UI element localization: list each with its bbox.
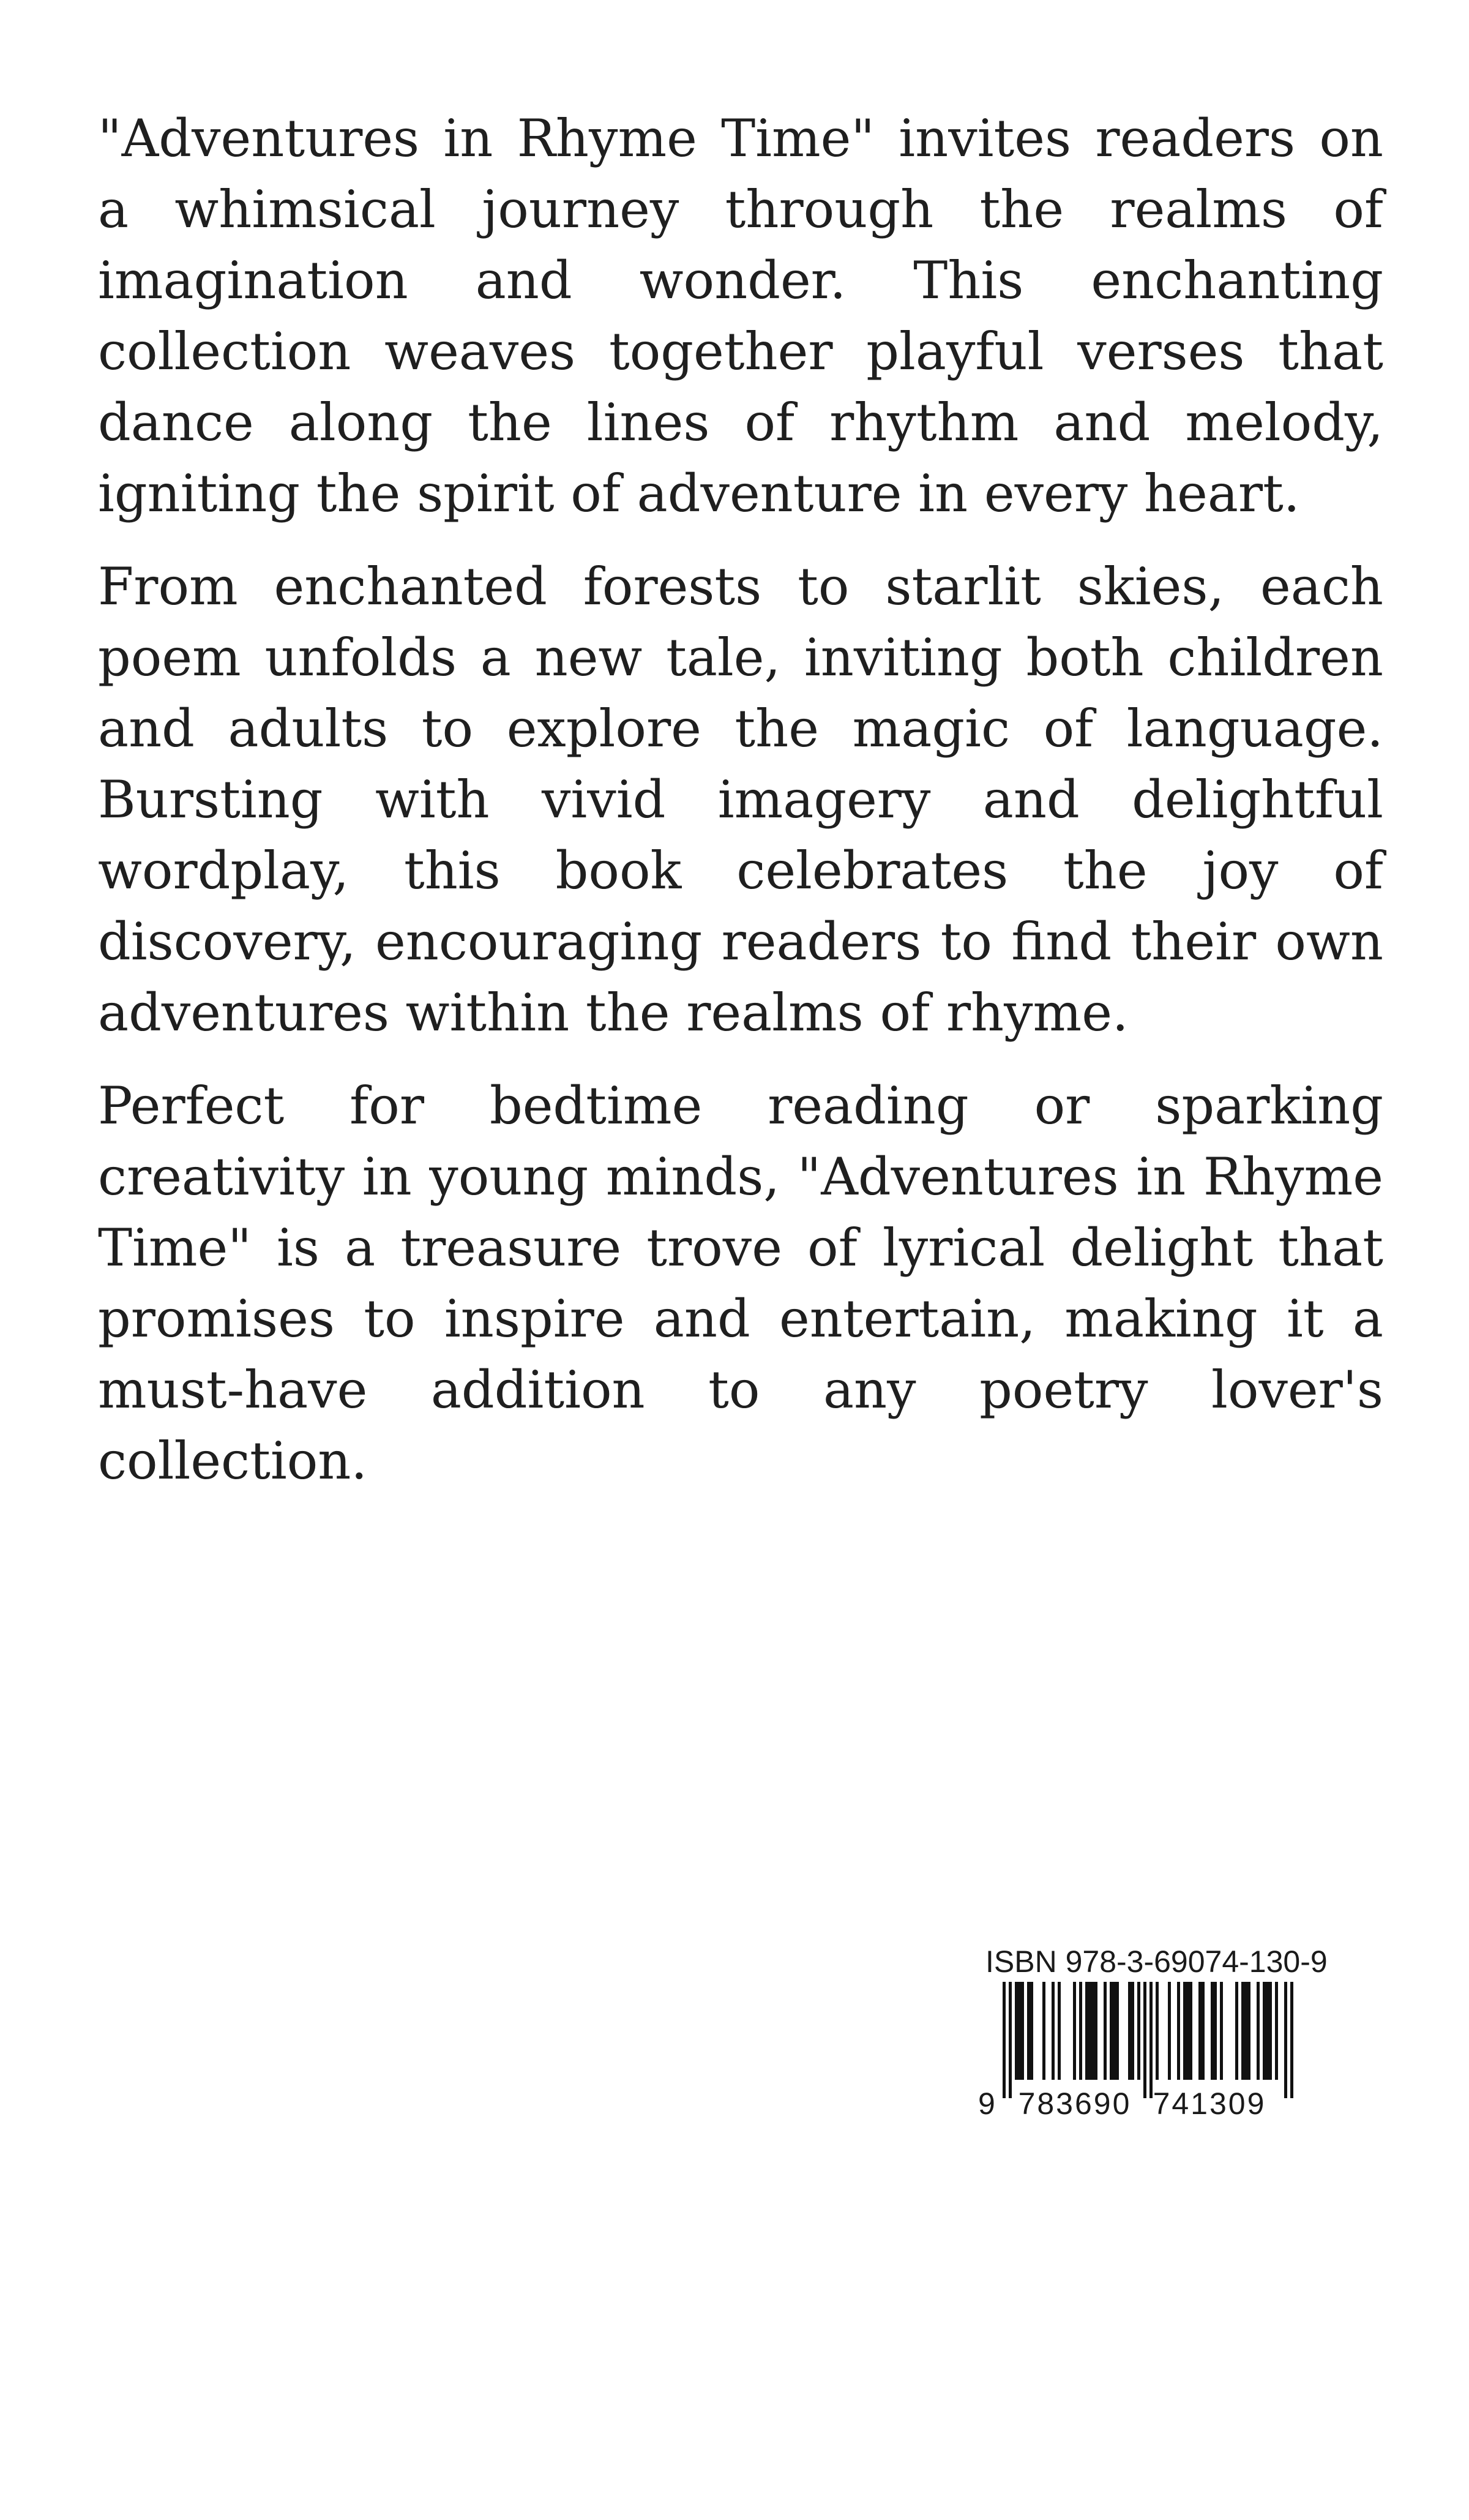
isbn-label: ISBN 978-3-69074-130-9: [985, 1944, 1328, 1979]
barcode-bar-8: [1052, 1982, 1055, 2080]
barcode-bar-5: [1027, 1982, 1030, 2080]
barcode-bar-0: [1003, 1982, 1006, 2098]
barcode-bars: [1003, 1982, 1293, 2098]
barcode-bar-19: [1116, 1982, 1119, 2080]
barcode-bar-20: [1128, 1982, 1131, 2080]
barcode-bar-22: [1137, 1982, 1140, 2080]
barcode-bar-31: [1198, 1982, 1202, 2080]
back-cover-blurb: [98, 103, 1383, 1518]
barcode-bar-33: [1211, 1982, 1214, 2080]
barcode-bar-4: [1021, 1982, 1024, 2080]
blurb-paragraph-2: From enchanted forests to starlit skies, each poem unfolds a new tale, inviting both children and adults to explore the magic of language. Bursting with vivid imagery and delightful wordplay, this book celebrates the joy of discovery, encouraging readers to find their own adventures within the realms of rhyme.: [98, 557, 1383, 1043]
barcode-bar-7: [1042, 1982, 1045, 2080]
barcode-bar-41: [1263, 1982, 1266, 2080]
barcode-bar-24: [1149, 1982, 1153, 2098]
barcode-bar-15: [1094, 1982, 1097, 2080]
barcode-bar-36: [1235, 1982, 1238, 2080]
barcode-bar-44: [1275, 1982, 1278, 2080]
barcode-bar-18: [1113, 1982, 1116, 2080]
barcode-bar-21: [1131, 1982, 1134, 2080]
barcode-digits-left: 783690: [1018, 2087, 1132, 2120]
barcode-bar-39: [1247, 1982, 1250, 2080]
barcode-bar-13: [1088, 1982, 1091, 2080]
barcode-bar-32: [1202, 1982, 1205, 2080]
isbn-barcode-block: [973, 1944, 1328, 2121]
barcode-digits-right: 741309: [1153, 2087, 1266, 2120]
barcode-bar-16: [1104, 1982, 1107, 2080]
barcode-bar-25: [1156, 1982, 1159, 2080]
blurb-paragraph-1: "Adventures in Rhyme Time" invites readers on a whimsical journey through the realms of imagination and wonder. This enchanting collection weaves together playful verses that dance along the lines of rhythm and melody, igniting the spirit of adventure in every heart.: [98, 108, 1383, 523]
barcode-bar-37: [1241, 1982, 1244, 2080]
barcode-bar-2: [1015, 1982, 1018, 2080]
barcode-digit-first: 9: [978, 2087, 995, 2120]
barcode-bar-14: [1091, 1982, 1094, 2080]
barcode-bar-38: [1244, 1982, 1247, 2080]
barcode-bar-45: [1284, 1982, 1287, 2098]
barcode-bar-26: [1168, 1982, 1171, 2080]
barcode-bar-17: [1110, 1982, 1113, 2080]
ean13-barcode: [973, 1982, 1328, 2120]
barcode-bar-27: [1177, 1982, 1180, 2080]
barcode-bar-12: [1085, 1982, 1088, 2080]
barcode-bar-30: [1189, 1982, 1192, 2080]
barcode-bar-23: [1143, 1982, 1146, 2098]
barcode-bar-6: [1030, 1982, 1033, 2080]
barcode-bar-34: [1214, 1982, 1217, 2080]
barcode-bar-46: [1290, 1982, 1293, 2098]
barcode-bar-1: [1009, 1982, 1012, 2098]
barcode-bar-9: [1058, 1982, 1061, 2080]
barcode-bar-35: [1220, 1982, 1223, 2080]
blurb-paragraph-3: Perfect for bedtime reading or sparking creativity in young minds, "Adventures in Rhyme Time" is a treasure trove of lyrical delight that promises to inspire and entertain, making it a must-have addition to any poetry lover's collection.: [98, 1076, 1383, 1491]
barcode-bar-28: [1183, 1982, 1186, 2080]
barcode-bar-10: [1073, 1982, 1076, 2080]
barcode-bar-3: [1018, 1982, 1021, 2080]
barcode-bar-43: [1269, 1982, 1272, 2080]
barcode-bar-29: [1186, 1982, 1189, 2080]
barcode-bar-42: [1266, 1982, 1269, 2080]
barcode-bar-40: [1257, 1982, 1260, 2080]
barcode-bar-11: [1079, 1982, 1082, 2080]
